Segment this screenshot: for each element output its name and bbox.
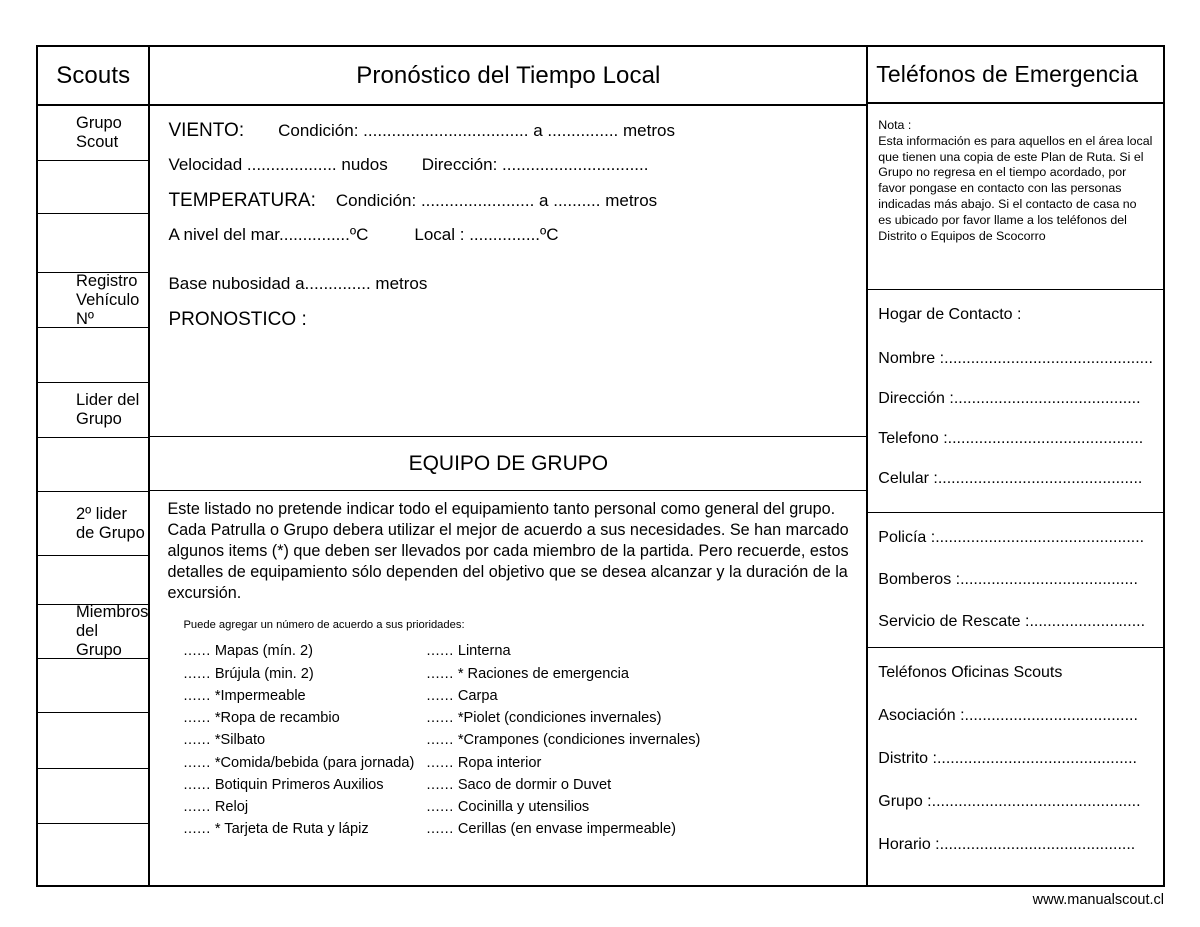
equipment-item[interactable]	[183, 707, 426, 729]
field-label: Bomberos :	[878, 571, 961, 588]
scout-offices-block	[868, 648, 1163, 885]
field-dots: ............................................	[947, 430, 1144, 448]
field-dots: ...............................................	[944, 350, 1153, 368]
equipment-item[interactable]	[426, 707, 694, 729]
service-field-policia[interactable]	[878, 529, 1153, 547]
service-field-rescate[interactable]	[878, 613, 1153, 631]
home-contact-title: Hogar de Contacto :	[878, 306, 1022, 324]
field-label: Horario :	[878, 836, 940, 853]
office-field-horario[interactable]	[878, 836, 1153, 854]
field-registro-vehiculo[interactable]: Registro Vehículo Nº	[38, 273, 148, 328]
item-label: *Comida/bebida (para jornada)	[214, 754, 415, 771]
local-temp-label: Local :	[414, 225, 465, 244]
office-field-distrito[interactable]	[878, 750, 1153, 768]
field-label: Servicio de Rescate :	[878, 613, 1030, 630]
sea-level-line	[168, 225, 850, 245]
weather-forecast-block	[150, 106, 866, 437]
equipment-item[interactable]	[426, 685, 694, 707]
item-dots: ......	[426, 821, 454, 838]
equipment-list-column-a	[183, 640, 426, 840]
temp-condition-dots[interactable]: ........................	[420, 191, 535, 210]
item-label: *Piolet (condiciones invernales)	[457, 710, 662, 727]
item-dots: ......	[426, 643, 454, 660]
item-dots: ......	[183, 754, 211, 771]
service-field-bomberos[interactable]	[878, 571, 1153, 589]
equipment-item[interactable]	[183, 774, 426, 796]
sea-level-dots[interactable]: ...............	[279, 225, 350, 244]
equipment-body	[150, 491, 866, 885]
field-dots: ............................................	[939, 836, 1136, 853]
contact-field-direccion[interactable]	[878, 390, 1153, 408]
temp-meters-unit: metros	[605, 191, 658, 210]
field-label: Telefono :	[878, 430, 948, 448]
contact-field-nombre[interactable]	[878, 350, 1153, 368]
cloud-base-unit: metros	[375, 274, 428, 293]
equipment-item[interactable]	[183, 640, 426, 662]
equipment-item[interactable]	[426, 640, 694, 662]
emergency-note-block	[868, 104, 1163, 290]
cloud-base-dots[interactable]: ..............	[304, 274, 371, 293]
route-plan-sheet	[36, 45, 1165, 887]
field-segundo-value[interactable]	[38, 556, 148, 605]
contact-field-telefono[interactable]	[878, 430, 1153, 448]
equipment-item[interactable]	[183, 796, 426, 818]
field-dots: ..............................................	[937, 470, 1143, 488]
forecast-line[interactable]	[168, 309, 850, 331]
field-miembro-2[interactable]	[38, 713, 148, 769]
note-body: Esta información es para aquellos en el área local que tienen una copia de este Plan de Ruta. Si el Grupo no regresa en el tiempo acordado, por favor pongase en contacto con las personas indicadas más abajo. Si el contacto de casa no es ubicado por favor llame a los teléfonos del Distrito o Equipos de Scocorro	[878, 133, 1153, 243]
item-dots: ......	[426, 754, 454, 771]
weather-spacer	[168, 260, 850, 274]
item-dots: ......	[426, 776, 454, 793]
field-label: Dirección :	[878, 390, 954, 408]
local-temp-dots[interactable]: ...............	[469, 225, 541, 244]
equipment-item[interactable]	[426, 752, 694, 774]
field-label: Celular :	[878, 470, 938, 488]
temp-condition-label: Condición:	[335, 191, 417, 210]
field-label: Policía :	[878, 529, 936, 546]
field-miembro-4[interactable]	[38, 824, 148, 885]
item-dots: ......	[426, 687, 454, 704]
equipment-subnote: Puede agregar un número de acuerdo a sus prioridades:	[183, 619, 465, 632]
field-registro-value[interactable]	[38, 328, 148, 383]
item-dots: ......	[183, 732, 211, 749]
note-title: Nota :	[878, 118, 912, 133]
field-label: Grupo :	[878, 793, 932, 810]
temperature-line	[168, 190, 850, 212]
item-label: *Silbato	[214, 732, 266, 749]
field-grupo-scout-value[interactable]	[38, 161, 148, 214]
item-dots: ......	[183, 799, 211, 816]
contact-field-celular[interactable]	[878, 470, 1153, 488]
equipment-item[interactable]	[426, 663, 694, 685]
item-dots: ......	[426, 710, 454, 727]
item-label: Brújula (min. 2)	[214, 665, 314, 682]
speed-unit: nudos	[341, 155, 388, 174]
field-dots: ..........................................	[953, 390, 1141, 408]
direction-label: Dirección:	[421, 155, 498, 174]
emergency-services-block	[868, 513, 1163, 648]
item-label: Cocinilla y utensilios	[457, 799, 590, 816]
field-label: Asociación :	[878, 707, 965, 724]
field-dots: .......................................	[964, 707, 1138, 724]
item-label: Saco de dormir o Duvet	[457, 776, 612, 793]
field-segundo-lider[interactable]: 2º lider de Grupo	[38, 492, 148, 556]
equipment-list-column-b	[426, 640, 701, 840]
scout-offices-title: Teléfonos Oficinas Scouts	[878, 664, 1063, 681]
equipment-item[interactable]	[183, 729, 426, 751]
wind-meters-unit: metros	[623, 121, 675, 140]
field-label: Nombre :	[878, 350, 945, 368]
forecast-label: PRONOSTICO :	[168, 309, 307, 330]
item-dots: ......	[183, 821, 211, 838]
item-dots: ......	[183, 643, 211, 660]
wind-line	[168, 120, 850, 142]
equipment-item[interactable]	[426, 774, 694, 796]
sea-level-label: A nivel del mar	[168, 225, 279, 244]
office-field-asociacion[interactable]	[878, 707, 1153, 725]
wind-a-word: a	[533, 121, 543, 140]
equipment-intro-text: Este listado no pretende indicar todo el equipamiento tanto personal como general del grupo. Cada Patrulla o Grupo debera utilizar el mejor de acuerdo a sus necesidades. Se han marcado algunos items (*) que deben ser llevados por cada miembro de la partida. Pero recuerde, estos detalles de equipamiento sólo dependen del objetivo que se desea alcanzar y la duración de la excursión.	[167, 500, 849, 603]
temp-meters-dots[interactable]: ..........	[553, 191, 601, 210]
field-miembros-grupo[interactable]: Miembros del Grupo	[38, 605, 148, 659]
item-label: Reloj	[214, 799, 249, 816]
item-label: Linterna	[457, 643, 511, 660]
office-field-grupo[interactable]	[878, 793, 1153, 811]
speed-dots[interactable]: ...................	[246, 155, 337, 174]
footer-url: www.manualscout.cl	[1032, 892, 1164, 908]
wind-condition-label: Condición:	[278, 121, 359, 140]
scouts-column-header: Scouts	[38, 47, 148, 106]
equipment-item[interactable]	[183, 685, 426, 707]
local-temp-unit: ºC	[540, 225, 559, 244]
item-label: Carpa	[457, 687, 498, 704]
scouts-column	[38, 47, 150, 885]
item-label: * Tarjeta de Ruta y lápiz	[214, 821, 369, 838]
item-label: *Ropa de recambio	[214, 710, 340, 727]
home-contact-block	[868, 290, 1163, 513]
field-miembro-3[interactable]	[38, 769, 148, 824]
cloud-base-line	[168, 274, 850, 294]
wind-condition-dots[interactable]: ...................................	[363, 121, 529, 140]
equipment-item[interactable]	[426, 729, 701, 751]
item-label: Cerillas (en envase impermeable)	[457, 821, 677, 838]
item-label: Ropa interior	[457, 754, 542, 771]
item-dots: ......	[183, 776, 211, 793]
item-dots: ......	[426, 665, 454, 682]
field-miembro-1[interactable]	[38, 659, 148, 713]
item-label: Botiquin Primeros Auxilios	[214, 776, 384, 793]
speed-label: Velocidad	[168, 155, 243, 174]
field-lider-grupo[interactable]: Lider del Grupo	[38, 383, 148, 438]
sea-level-unit: ºC	[349, 225, 369, 244]
item-label: *Impermeable	[214, 687, 306, 704]
item-dots: ......	[426, 732, 454, 749]
field-blank-1[interactable]	[38, 214, 148, 273]
emergency-column	[868, 47, 1163, 885]
equipment-item[interactable]	[183, 663, 426, 685]
temp-a-word: a	[539, 191, 549, 210]
wind-label: VIENTO:	[168, 120, 245, 141]
item-dots: ......	[183, 710, 211, 727]
item-dots: ......	[183, 687, 211, 704]
field-label: Distrito :	[878, 750, 937, 767]
temperature-label: TEMPERATURA:	[168, 190, 316, 211]
item-label: *Crampones (condiciones invernales)	[457, 732, 701, 749]
direction-dots[interactable]: ...............................	[502, 155, 649, 174]
item-label: Mapas (mín. 2)	[214, 643, 313, 660]
item-dots: ......	[183, 665, 211, 682]
field-dots: ..........................	[1029, 613, 1146, 630]
field-dots: ...............................................	[935, 529, 1145, 546]
weather-column-header: Pronóstico del Tiempo Local	[150, 47, 866, 106]
weather-equipment-column	[150, 47, 868, 885]
field-dots: .............................................	[936, 750, 1137, 767]
equipment-item[interactable]	[426, 818, 694, 840]
equipment-item[interactable]	[426, 796, 694, 818]
field-dots: ...............................................	[931, 793, 1141, 810]
cloud-base-label: Base nubosidad a	[168, 274, 305, 293]
equipment-section-header: EQUIPO DE GRUPO	[150, 437, 866, 491]
equipment-item[interactable]	[183, 752, 426, 774]
equipment-lists	[183, 640, 850, 840]
item-label: * Raciones de emergencia	[457, 665, 629, 682]
field-lider-value[interactable]	[38, 438, 148, 492]
field-grupo-scout[interactable]: Grupo Scout	[38, 106, 148, 161]
item-dots: ......	[426, 799, 454, 816]
emergency-column-header: Teléfonos de Emergencia	[868, 47, 1163, 104]
wind-speed-line	[168, 155, 850, 175]
field-dots: ........................................	[960, 571, 1138, 588]
equipment-item[interactable]	[183, 818, 426, 840]
wind-meters-dots[interactable]: ...............	[547, 121, 619, 140]
